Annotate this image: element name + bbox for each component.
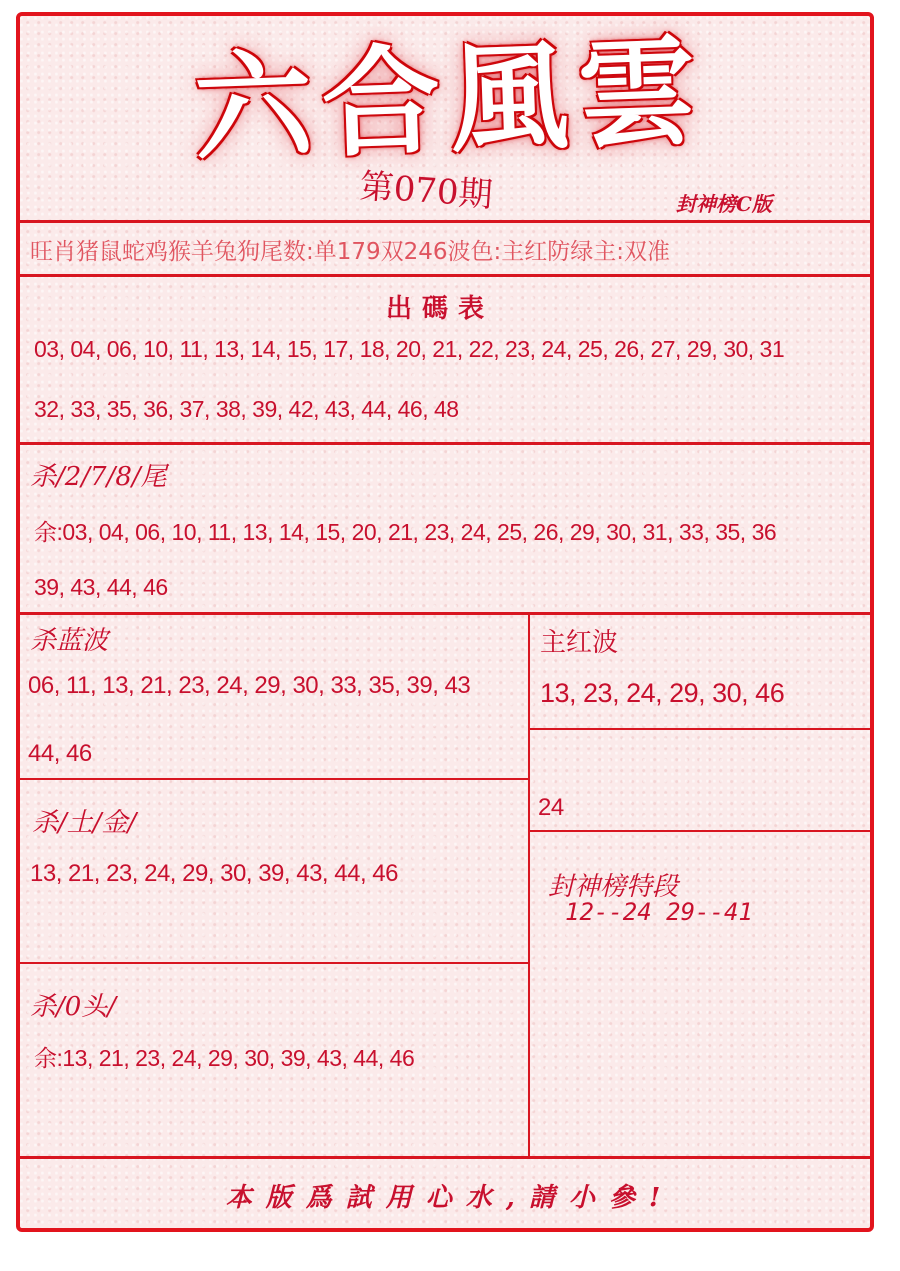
kill-tail-line-2: 39, 43, 44, 46 (34, 574, 168, 600)
special-section-heading: 封神榜特段 (548, 872, 679, 902)
divider-info (20, 274, 870, 277)
kill-head-line-1: 余:13, 21, 23, 24, 29, 30, 39, 43, 44, 46 (34, 1045, 415, 1071)
divider-column (528, 614, 530, 1158)
info-line: 旺肖猪鼠蛇鸡猴羊兔狗尾数:单179双246波色:主红防绿主:双准 (30, 239, 671, 265)
divider-main-red (529, 728, 870, 730)
page-title: 六合風雲 (191, 21, 709, 178)
single-number: 24 (538, 794, 564, 821)
kill-blue-heading: 杀蓝波 (30, 626, 109, 656)
issue-number: 第070期 (358, 166, 494, 216)
divider-kill-element (20, 962, 529, 964)
kill-tail-heading: 杀/2/7/8/尾 (30, 462, 167, 492)
divider-header (20, 220, 870, 223)
kill-blue-line-2: 44, 46 (28, 740, 92, 767)
kill-tail-line-1: 余:03, 04, 06, 10, 11, 13, 14, 15, 20, 21, 23, 24, 25, 26, 29, 30, 31, 33, 35, 36 (34, 519, 777, 545)
kill-element-line-1: 13, 21, 23, 24, 29, 30, 39, 43, 44, 46 (30, 860, 398, 887)
edition-label: 封神榜C版 (676, 192, 772, 216)
main-red-heading: 主红波 (540, 628, 619, 658)
divider-kill-tail (20, 612, 870, 615)
main-red-line-1: 13, 23, 24, 29, 30, 46 (540, 678, 785, 708)
divider-single (529, 830, 870, 832)
kill-blue-line-1: 06, 11, 13, 21, 23, 24, 29, 30, 33, 35, 39, 43 (28, 672, 471, 699)
divider-footer (20, 1156, 870, 1159)
divider-kill-blue (20, 778, 529, 780)
divider-draw-table (20, 442, 870, 445)
draw-table-line-2: 32, 33, 35, 36, 37, 38, 39, 42, 43, 44, 46, 48 (34, 396, 459, 422)
footer-note: 本版爲試用心水,請小參! (225, 1183, 675, 1213)
kill-head-heading: 杀/0头/ (30, 992, 117, 1022)
special-section-range: 12--24 29--41 (565, 898, 753, 926)
draw-table-heading: 出碼表 (385, 294, 494, 324)
kill-element-heading: 杀/土/金/ (32, 808, 137, 838)
draw-table-line-1: 03, 04, 06, 10, 11, 13, 14, 15, 17, 18, 20, 21, 22, 23, 24, 25, 26, 27, 29, 30, 31 (34, 336, 785, 362)
